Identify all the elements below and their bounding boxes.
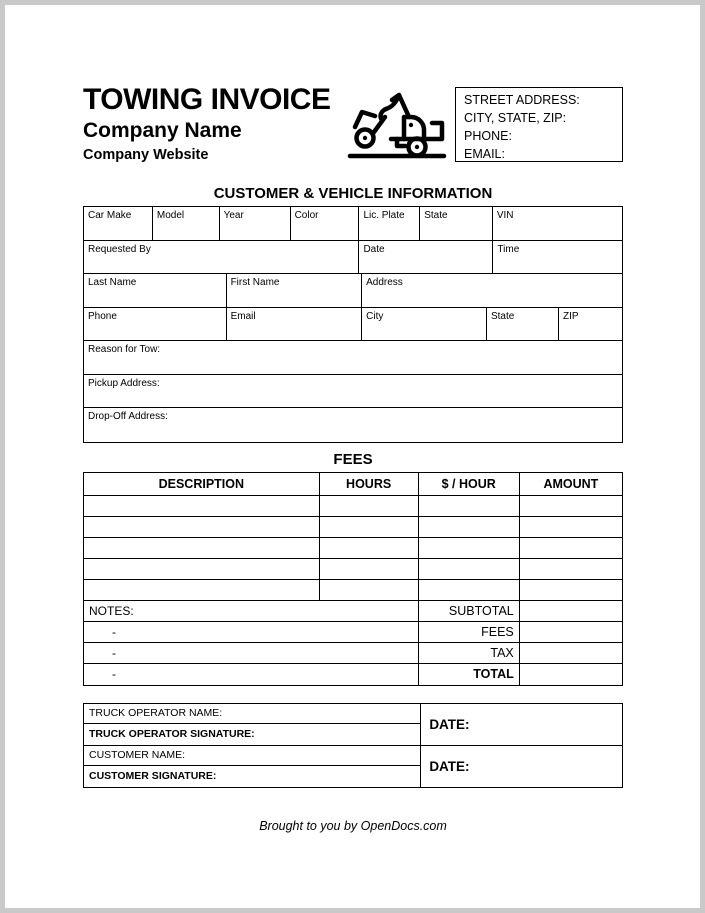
zip-field[interactable] (559, 308, 622, 341)
tax-value-field[interactable] (520, 643, 622, 663)
customer-signature-group (84, 746, 622, 787)
pickup-row (84, 375, 622, 409)
truck-operator-date-field[interactable] (421, 704, 622, 745)
address-field[interactable] (362, 274, 622, 307)
time-field[interactable] (493, 241, 622, 274)
fees-table (83, 472, 623, 686)
subtotal-row (84, 601, 622, 622)
year-field[interactable] (220, 207, 291, 240)
state-field[interactable] (487, 308, 559, 341)
fee-rate-field[interactable] (419, 538, 520, 558)
car-make-label: Car Make (88, 210, 132, 221)
reason-for-tow-field[interactable] (84, 341, 622, 374)
dropoff-address-field[interactable] (84, 408, 622, 442)
truck-operator-fields (84, 704, 421, 745)
header-titles (83, 83, 341, 166)
notes-field[interactable] (84, 601, 419, 621)
company-website: Company Website (83, 147, 209, 163)
notes-line-field[interactable] (84, 643, 419, 663)
notes-line-field[interactable] (84, 664, 419, 685)
contact-street-label: STREET ADDRESS: (464, 93, 580, 107)
truck-operator-name-field[interactable] (84, 704, 420, 725)
notes-bullet: - (112, 624, 116, 639)
fee-hours-field[interactable] (320, 580, 419, 600)
notes-bullet: - (112, 645, 116, 660)
fees-value-field[interactable] (520, 622, 622, 642)
fees-label: FEES (419, 622, 520, 642)
fee-description-field[interactable] (84, 517, 320, 537)
model-field[interactable] (153, 207, 220, 240)
tax-row (84, 643, 622, 664)
fee-row (84, 496, 622, 517)
date-field[interactable] (359, 241, 493, 274)
description-column-header: DESCRIPTION (84, 473, 320, 495)
company-name: Company Name (83, 119, 242, 142)
last-name-label: Last Name (88, 277, 137, 288)
vin-label: VIN (496, 210, 514, 221)
requested-by-field[interactable] (84, 241, 359, 274)
signature-table (83, 703, 623, 788)
fee-description-field[interactable] (84, 559, 320, 579)
phone-label: Phone (88, 310, 117, 322)
amount-column-header: AMOUNT (543, 476, 599, 491)
total-value-field[interactable] (520, 664, 622, 685)
tow-truck-icon (347, 86, 447, 160)
fees-total-row (84, 622, 622, 643)
lic-plate-label: Lic. Plate (363, 210, 405, 221)
company-contact-box (455, 87, 623, 162)
fees-section-title: FEES (333, 450, 373, 468)
phone-field[interactable] (84, 308, 227, 341)
color-field[interactable] (291, 207, 360, 240)
state-label: State (490, 310, 515, 322)
year-label: Year (223, 210, 244, 221)
zip-label: ZIP (563, 310, 579, 322)
reason-for-tow-label: Reason for Tow: (88, 344, 161, 355)
fee-description-field[interactable] (84, 496, 320, 516)
city-label: City (366, 310, 384, 322)
truck-operator-name-label: TRUCK OPERATOR NAME: (89, 707, 223, 720)
customer-vehicle-section-title: CUSTOMER & VEHICLE INFORMATION (213, 185, 493, 202)
date-label: DATE: (429, 716, 470, 732)
notes-line-field[interactable] (84, 622, 419, 642)
fee-rate-field[interactable] (419, 559, 520, 579)
lic-plate-field[interactable] (359, 207, 420, 240)
rate-column-header: $ / HOUR (419, 473, 520, 495)
fees-header-row (84, 473, 622, 496)
invoice-page (5, 5, 700, 908)
doc-header (83, 83, 623, 166)
vehicle-state-field[interactable] (420, 207, 493, 240)
fee-hours-field[interactable] (320, 496, 419, 516)
tax-label: TAX (419, 643, 520, 663)
pickup-address-label: Pickup Address: (88, 377, 160, 389)
customer-signature-label: CUSTOMER SIGNATURE: (89, 770, 217, 783)
city-field[interactable] (362, 308, 487, 341)
total-row (84, 664, 622, 685)
vehicle-row (84, 207, 622, 241)
fee-amount-field[interactable] (520, 538, 622, 558)
page-title: TOWING INVOICE (83, 83, 331, 116)
customer-signature-field[interactable] (84, 766, 420, 787)
customer-name-label: CUSTOMER NAME: (89, 749, 186, 762)
customer-fields (84, 746, 421, 787)
truck-operator-signature-field[interactable] (84, 724, 420, 745)
fee-row (84, 580, 622, 601)
fee-amount-field[interactable] (520, 496, 622, 516)
truck-operator-signature-label: TRUCK OPERATOR SIGNATURE: (89, 728, 255, 741)
vin-field[interactable] (493, 207, 622, 240)
fee-amount-field[interactable] (520, 580, 622, 600)
last-name-field[interactable] (84, 274, 227, 307)
contact-phone-label: PHONE: (464, 129, 512, 143)
fee-description-field[interactable] (84, 580, 320, 600)
subtotal-value-field[interactable] (520, 601, 622, 621)
date-label: DATE: (429, 758, 470, 774)
email-label: Email (230, 310, 256, 322)
model-label: Model (156, 210, 185, 221)
fee-rate-field[interactable] (419, 517, 520, 537)
pickup-address-field[interactable] (84, 375, 622, 408)
customer-name-field[interactable] (84, 746, 420, 767)
fee-hours-field[interactable] (320, 517, 419, 537)
footer-credit: Brought to you by OpenDocs.com (259, 818, 447, 833)
fee-hours-field[interactable] (320, 559, 419, 579)
fee-description-field[interactable] (84, 538, 320, 558)
fee-amount-field[interactable] (520, 517, 622, 537)
hours-column-header: HOURS (320, 473, 419, 495)
dropoff-address-label: Drop-Off Address: (88, 411, 168, 422)
contact-email-label: EMAIL: (464, 147, 505, 161)
truck-operator-signature-group (84, 704, 622, 746)
fee-amount-field[interactable] (520, 559, 622, 579)
contact-row (84, 308, 622, 342)
customer-date-field[interactable] (421, 746, 622, 787)
total-label: TOTAL (419, 664, 520, 685)
fee-rate-field[interactable] (419, 580, 520, 600)
request-row (84, 241, 622, 275)
subtotal-label: SUBTOTAL (419, 601, 520, 621)
color-label: Color (294, 210, 319, 221)
fee-row (84, 538, 622, 559)
email-field[interactable] (227, 308, 363, 341)
notes-label: NOTES: (89, 603, 134, 618)
vehicle-state-label: State (424, 210, 448, 221)
fee-hours-field[interactable] (320, 538, 419, 558)
fee-row (84, 517, 622, 538)
customer-vehicle-table (83, 206, 623, 443)
notes-bullet: - (112, 667, 116, 681)
contact-city-state-zip-label: CITY, STATE, ZIP: (464, 111, 567, 125)
fee-row (84, 559, 622, 580)
time-label: Time (497, 243, 520, 255)
requested-by-label: Requested By (88, 243, 151, 255)
fee-rate-field[interactable] (419, 496, 520, 516)
name-address-row (84, 274, 622, 308)
first-name-field[interactable] (227, 274, 363, 307)
dropoff-row (84, 408, 622, 442)
date-label: Date (363, 243, 385, 255)
address-label: Address (366, 277, 403, 288)
car-make-field[interactable] (84, 207, 153, 240)
reason-row (84, 341, 622, 375)
first-name-label: First Name (230, 277, 280, 288)
